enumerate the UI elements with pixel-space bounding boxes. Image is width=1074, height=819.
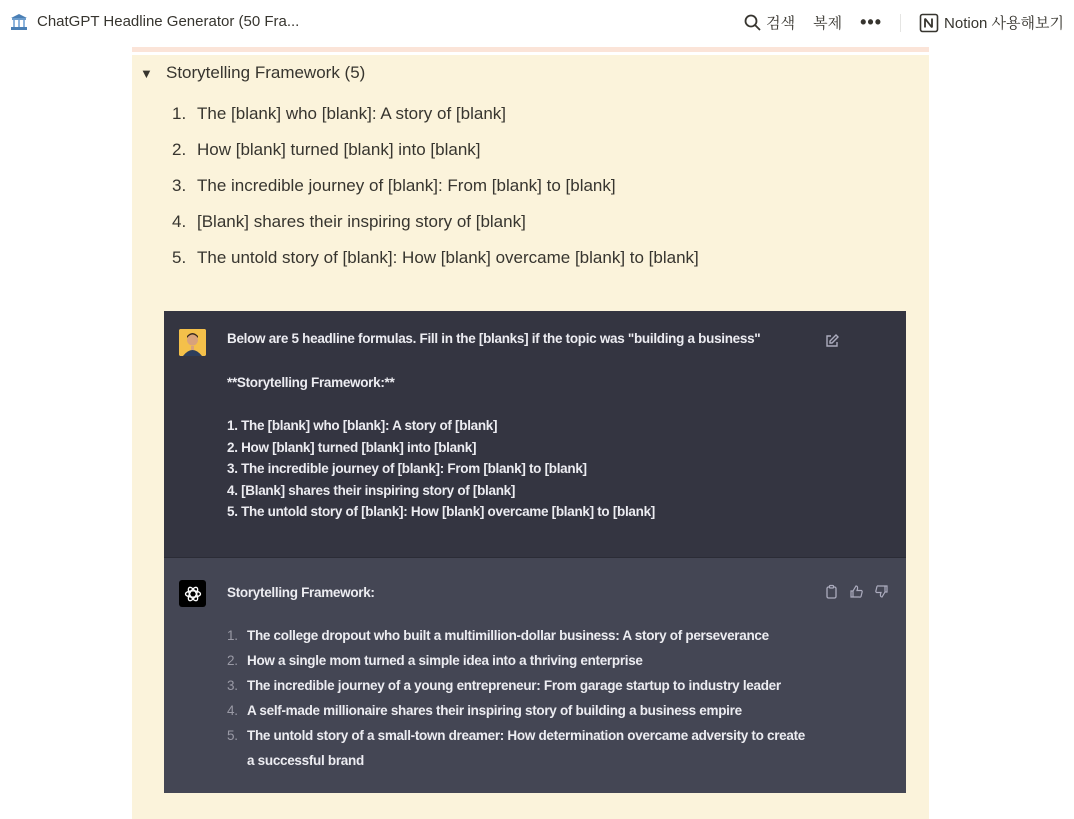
openai-logo-icon	[179, 580, 206, 607]
page-building-icon	[10, 13, 28, 31]
list-item: 2. How [blank] turned [blank] into [blank]	[172, 140, 481, 159]
thumbs-up-icon	[849, 584, 864, 599]
copy-icon	[824, 584, 839, 599]
user-avatar	[179, 329, 206, 356]
search-label: 검색	[766, 15, 796, 32]
list-item: 1. The [blank] who [blank]: A story of [blank]	[172, 104, 507, 123]
user-message-line: Below are 5 headline formulas. Fill in the [blanks] if the topic was "building a business"	[227, 331, 761, 346]
list-item: 4. A self-made millionaire shares their inspiring story of building a business empire	[227, 703, 742, 718]
user-message-line: **Storytelling Framework:**	[227, 375, 395, 390]
notion-logo-icon	[919, 13, 939, 33]
thumbs-down-icon	[874, 584, 889, 599]
user-message-line: 3. The incredible journey of [blank]: From [blank] to [blank]	[227, 461, 587, 476]
toggle-header[interactable]	[140, 63, 365, 83]
assistant-heading: Storytelling Framework:	[227, 585, 375, 600]
user-message-line: 5. The untold story of [blank]: How [blank] overcame [blank] to [blank]	[227, 504, 655, 519]
search-button[interactable]	[744, 12, 795, 33]
try-notion-button[interactable]	[919, 12, 1064, 33]
user-message-line: 2. How [blank] turned [blank] into [blank]	[227, 439, 477, 455]
list-item: 3. The incredible journey of [blank]: From [blank] to [blank]	[172, 176, 616, 195]
list-item: 3. The incredible journey of a young entrepreneur: From garage startup to industry leader	[227, 678, 781, 693]
list-item: 4. [Blank] shares their inspiring story of [blank]	[172, 212, 526, 231]
more-options-button[interactable]: •••	[860, 12, 883, 32]
top-actions	[726, 0, 1064, 45]
callout-block	[132, 55, 929, 819]
try-notion-label: Notion 사용해보기	[944, 15, 1064, 32]
feedback-icons	[824, 584, 889, 599]
toolbar-divider	[900, 14, 901, 32]
assistant-message	[164, 557, 906, 793]
list-item: 2. How a single mom turned a simple idea into a thriving enterprise	[227, 653, 643, 668]
list-item: 1. The college dropout who built a multimillion-dollar business: A story of perseverance	[227, 628, 769, 643]
toggle-triangle-icon[interactable]: ▼	[140, 65, 153, 81]
list-item: 5. The untold story of a small-town dreamer: How determination overcame adversity to create a successful brand	[227, 728, 805, 768]
framework-list	[172, 96, 699, 276]
list-item: 5. The untold story of [blank]: How [blank] overcame [blank] to [blank]	[172, 248, 699, 267]
user-message-line: 4. [Blank] shares their inspiring story of [blank]	[227, 482, 516, 498]
duplicate-button[interactable]	[813, 12, 842, 33]
user-message	[164, 311, 906, 557]
assistant-list	[227, 623, 807, 773]
page-title[interactable]: ChatGPT Headline Generator (50 Fra...	[37, 13, 300, 30]
previous-block-edge	[132, 47, 929, 52]
chatgpt-screenshot-image	[164, 311, 906, 793]
edit-icon	[824, 333, 840, 349]
toggle-title: Storytelling Framework (5)	[166, 63, 366, 82]
search-icon	[744, 14, 761, 31]
user-message-line: 1. The [blank] who [blank]: A story of [blank]	[227, 418, 498, 433]
top-bar	[0, 0, 1074, 45]
duplicate-label: 복제	[813, 15, 843, 32]
